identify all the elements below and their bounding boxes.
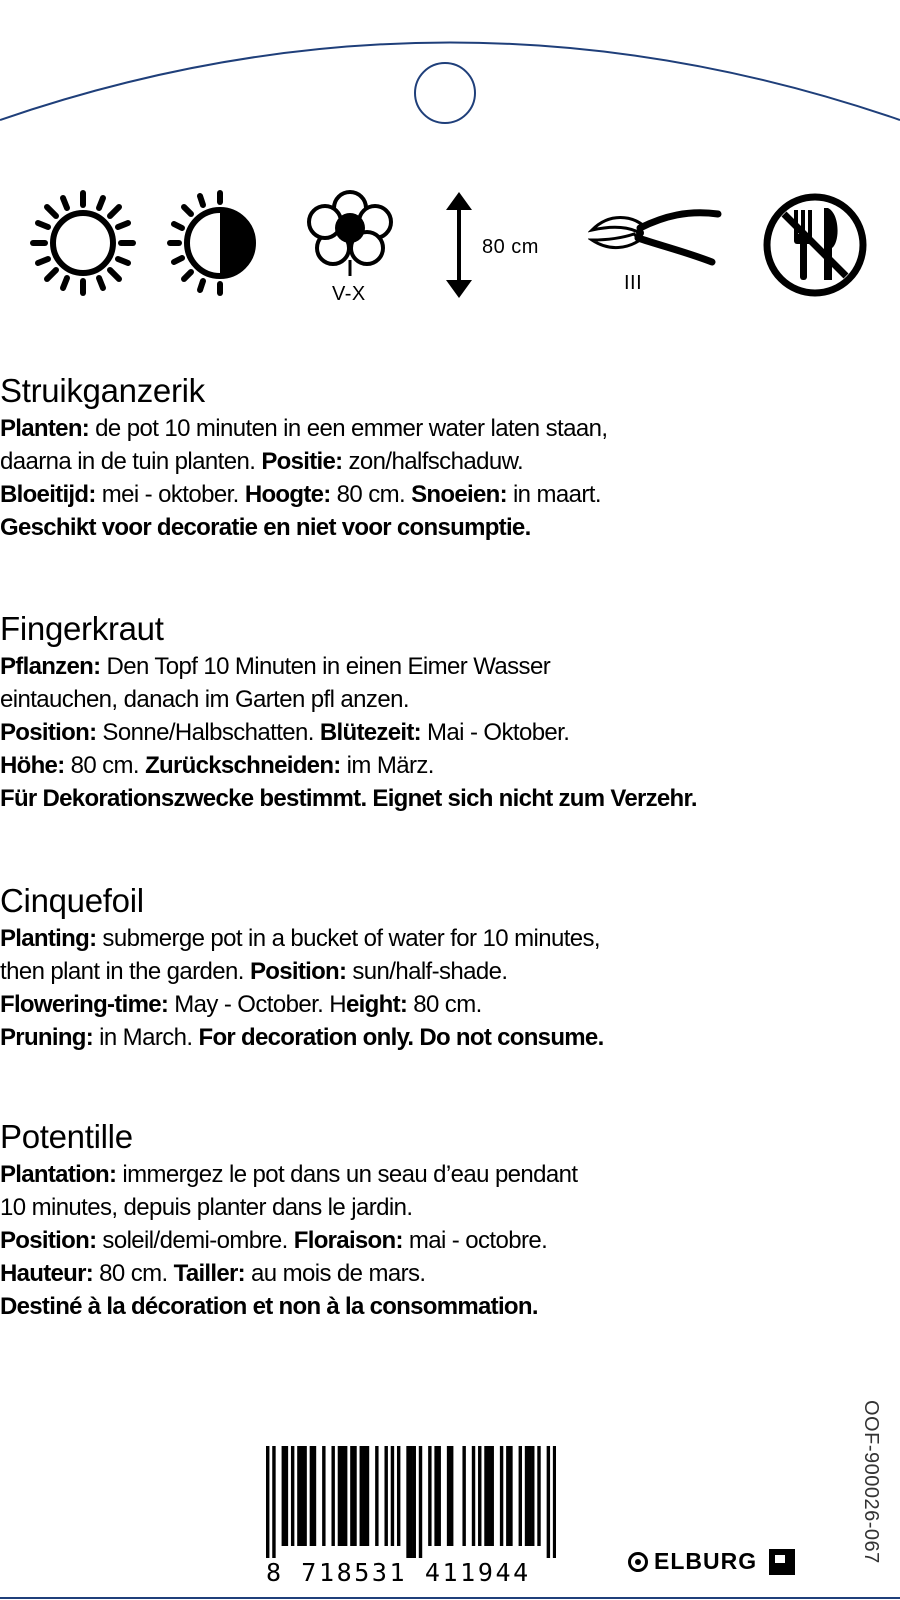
- text-run: soleil/demi-ombre.: [96, 1227, 294, 1254]
- barcode-bar: [322, 1446, 325, 1546]
- care-icons-row: [0, 180, 900, 320]
- bold-text-run: Plantation:: [0, 1161, 117, 1188]
- hanger-hole: [414, 62, 476, 124]
- text-run: 80 cm.: [64, 752, 146, 779]
- barcode-bar: [310, 1446, 313, 1546]
- text-run: Den Topf 10 Minuten in einen Eimer Wasser: [100, 653, 551, 680]
- brand-logo: [628, 1548, 795, 1575]
- text-run: eintauchen, danach im Garten pfl anzen.: [0, 686, 409, 713]
- text-line: [0, 782, 900, 815]
- text-run: May - October. H: [168, 991, 347, 1018]
- bold-text-run: Position:: [0, 1227, 97, 1254]
- bold-text-run: Pruning:: [0, 1024, 94, 1051]
- text-line: [0, 1158, 900, 1191]
- text-run: mai - octobre.: [402, 1227, 548, 1254]
- brand-name: ELBURG: [654, 1548, 758, 1574]
- text-run: sun/half-shade.: [346, 958, 508, 985]
- bold-text-run: Floraison:: [293, 1227, 403, 1254]
- barcode-bar: [547, 1446, 550, 1558]
- bold-text-run: Flowering-time:: [0, 991, 169, 1018]
- text-line: [0, 683, 900, 716]
- section-german: [0, 610, 900, 815]
- brand-mark-icon: [628, 1552, 648, 1572]
- text-line: [0, 922, 900, 955]
- height-arrow-icon: [444, 192, 474, 298]
- full-sun-icon: [28, 188, 138, 298]
- text-line: [0, 650, 900, 683]
- bold-text-run: Bloeitijd:: [0, 481, 96, 508]
- text-run: submerge pot in a bucket of water for 10 minutes,: [96, 925, 600, 952]
- barcode-bar: [331, 1446, 334, 1546]
- section-title: Fingerkraut: [0, 610, 164, 647]
- barcode-bar: [450, 1446, 453, 1546]
- barcode-bar: [484, 1446, 487, 1546]
- barcode-bar: [491, 1446, 494, 1546]
- barcode-bar: [553, 1446, 556, 1558]
- section-french: [0, 1118, 900, 1323]
- text-run: in maart.: [506, 481, 601, 508]
- section-english: [0, 882, 900, 1054]
- bold-text-run: Tailler:: [173, 1260, 245, 1287]
- text-line: [0, 955, 900, 988]
- text-line: [0, 511, 900, 544]
- section-title: Struikganzerik: [0, 372, 205, 409]
- barcode-bar: [487, 1446, 490, 1546]
- barcode-bar: [478, 1446, 481, 1546]
- section-body: [0, 412, 900, 544]
- text-run: im März.: [340, 752, 434, 779]
- section-title: Potentille: [0, 1118, 133, 1155]
- text-run: in March.: [93, 1024, 199, 1051]
- section-body: [0, 650, 900, 815]
- bold-text-run: Pflanzen:: [0, 653, 101, 680]
- barcode-bars: [266, 1446, 556, 1558]
- text-run: 80 cm.: [407, 991, 482, 1018]
- barcode-bar: [409, 1446, 412, 1558]
- barcode-bar: [472, 1446, 475, 1546]
- barcode-bar: [350, 1446, 353, 1546]
- section-title: Cinquefoil: [0, 882, 144, 919]
- article-code: OOF-900026-067: [860, 1400, 882, 1564]
- text-line: [0, 1021, 900, 1054]
- barcode-bar: [291, 1446, 294, 1546]
- barcode-bar: [462, 1446, 465, 1546]
- barcode-bar: [353, 1446, 356, 1546]
- barcode-bar: [375, 1446, 378, 1546]
- barcode-bar: [272, 1446, 275, 1558]
- barcode-bar: [509, 1446, 512, 1546]
- bold-text-run: Planting:: [0, 925, 97, 952]
- text-run: then plant in the garden.: [0, 958, 250, 985]
- bold-text-run: Positie:: [261, 448, 343, 475]
- text-run: 10 minutes, depuis planter dans le jardin.: [0, 1194, 413, 1221]
- flower-icon: [300, 188, 404, 278]
- barcode-bar: [531, 1446, 534, 1546]
- pruning-shears-icon: [588, 202, 724, 272]
- half-shade-icon: [160, 188, 270, 298]
- flowering-months-label: V-X: [332, 283, 366, 305]
- barcode-bar: [285, 1446, 288, 1546]
- text-run: 80 cm.: [330, 481, 412, 508]
- bold-text-run: Hoogte:: [244, 481, 331, 508]
- bold-text-run: Position:: [249, 958, 347, 985]
- bold-text-run: Snoeien:: [411, 481, 507, 508]
- pruning-month-label: III: [624, 272, 643, 294]
- bold-text-run: eight:: [346, 991, 408, 1018]
- barcode-bar: [341, 1446, 344, 1546]
- bold-text-run: For decoration only. Do not consume.: [198, 1024, 604, 1051]
- barcode-bar: [447, 1446, 450, 1546]
- text-line: [0, 988, 900, 1021]
- text-run: Mai - Oktober.: [420, 719, 570, 746]
- text-line: [0, 412, 900, 445]
- text-line: [0, 716, 900, 749]
- barcode-bar: [519, 1446, 522, 1546]
- barcode-bar: [282, 1446, 285, 1546]
- bold-text-run: Hauteur:: [0, 1260, 94, 1287]
- text-run: mei - oktober.: [95, 481, 245, 508]
- bold-text-run: Destiné à la décoration et non à la consommation.: [0, 1293, 538, 1320]
- height-label: 80 cm: [482, 236, 539, 258]
- section-body: [0, 922, 900, 1054]
- text-run: immergez le pot dans un seau d’eau pendant: [116, 1161, 578, 1188]
- brand-box-icon: [769, 1549, 795, 1575]
- barcode-bar: [384, 1446, 387, 1546]
- bold-text-run: Geschikt voor decoratie en niet voor consumptie.: [0, 514, 531, 541]
- barcode-bar: [360, 1446, 363, 1546]
- barcode-bar: [366, 1446, 369, 1546]
- text-run: de pot 10 minuten in een emmer water laten staan,: [89, 415, 608, 442]
- barcode-bar: [500, 1446, 503, 1546]
- text-line: [0, 445, 900, 478]
- barcode-bar: [413, 1446, 416, 1558]
- barcode-bar: [303, 1446, 306, 1546]
- text-run: Sonne/Halbschatten.: [96, 719, 320, 746]
- barcode-bar: [363, 1446, 366, 1546]
- barcode-bar: [313, 1446, 316, 1546]
- barcode-bar: [338, 1446, 341, 1546]
- section-dutch: [0, 372, 900, 544]
- text-line: [0, 1290, 900, 1323]
- barcode-bar: [419, 1446, 422, 1558]
- text-line: [0, 1224, 900, 1257]
- text-run: zon/halfschaduw.: [342, 448, 524, 475]
- barcode-bar: [266, 1446, 269, 1558]
- barcode-bar: [344, 1446, 347, 1546]
- bold-text-run: Position:: [0, 719, 97, 746]
- text-line: [0, 1257, 900, 1290]
- barcode-bar: [438, 1446, 441, 1546]
- bold-text-run: Für Dekorationszwecke bestimmt. Eignet sich nicht zum Verzehr.: [0, 785, 697, 812]
- section-body: [0, 1158, 900, 1323]
- barcode-bar: [428, 1446, 431, 1546]
- barcode-digits: 8 718531 411944: [266, 1558, 531, 1587]
- barcode-bar: [406, 1446, 409, 1558]
- text-line: [0, 478, 900, 511]
- barcode-bar: [397, 1446, 400, 1546]
- bold-text-run: Planten:: [0, 415, 90, 442]
- text-run: 80 cm.: [93, 1260, 174, 1287]
- barcode-bar: [434, 1446, 437, 1546]
- barcode-bar: [391, 1446, 394, 1546]
- barcode-bar: [506, 1446, 509, 1546]
- text-run: daarna in de tuin planten.: [0, 448, 262, 475]
- text-run: au mois de mars.: [244, 1260, 426, 1287]
- barcode-bar: [537, 1446, 540, 1546]
- barcode-bar: [525, 1446, 528, 1546]
- bold-text-run: Zurückschneiden:: [145, 752, 341, 779]
- text-line: [0, 1191, 900, 1224]
- barcode-bar: [528, 1446, 531, 1546]
- barcode-bar: [297, 1446, 300, 1546]
- barcode-bar: [300, 1446, 303, 1546]
- not-edible-icon: [760, 190, 870, 300]
- bold-text-run: Blütezeit:: [319, 719, 421, 746]
- bold-text-run: Höhe:: [0, 752, 65, 779]
- barcode: [266, 1446, 556, 1586]
- text-line: [0, 749, 900, 782]
